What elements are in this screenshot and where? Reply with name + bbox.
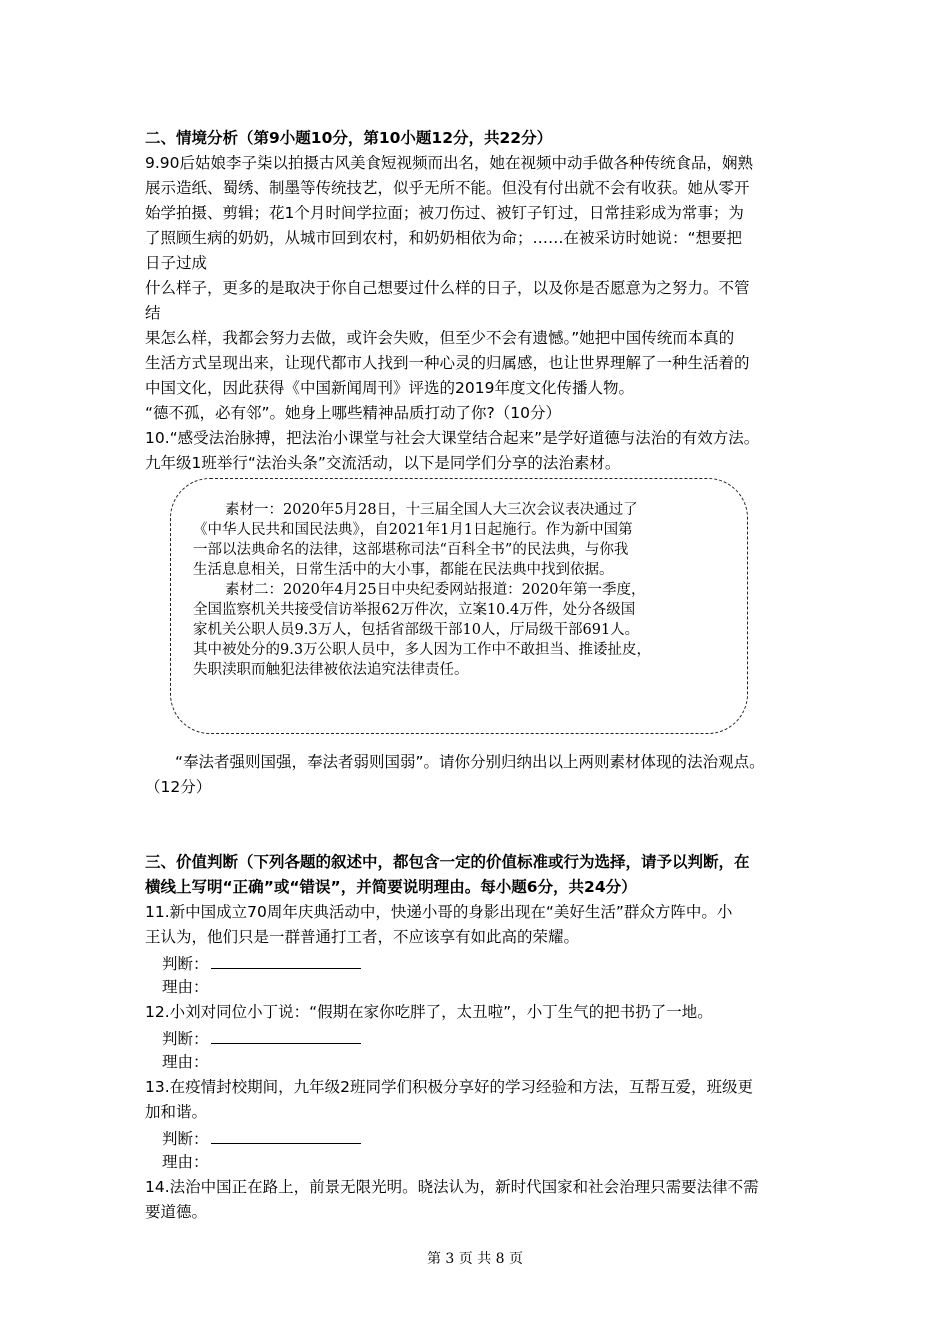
judge-blank[interactable] (211, 1027, 361, 1044)
q13-reason: 理由： (162, 1153, 209, 1171)
section3-heading: 三、价值判断（下列各题的叙述中，都包含一定的价值标准或行为选择，请予以判断，在 (145, 853, 750, 871)
material-line: 素材一：2020年5月28日，十三届全国人大三次会议表决通过了 (225, 502, 638, 518)
q14-line: 要道德。 (145, 1203, 208, 1221)
material-line: 《中华人民共和国民法典》，自2021年1月1日起施行。作为新中国第 (193, 522, 633, 538)
q9-line: 展示造纸、蜀绣、制墨等传统技艺，似乎无所不能。但没有付出就不会有收获。她从零开 (145, 179, 750, 197)
q10-score: （12分） (145, 778, 212, 796)
material-line: 素材二：2020年4月25日中央纪委网站报道：2020年第一季度， (225, 582, 646, 598)
material-line: 失职渎职而触犯法律被依法追究法律责任。 (193, 662, 469, 678)
q12-judge (162, 1027, 361, 1049)
q11-judge (162, 952, 361, 974)
page-footer: 第 3 页 共 8 页 (426, 1251, 524, 1267)
judge-label: 判断： (162, 1030, 209, 1048)
material-line: 一部以法典命名的法律，这部堪称司法“百科全书”的民法典，与你我 (193, 542, 629, 558)
material-line: 全国监察机关共接受信访举报62万件次，立案10.4万件，处分各级国 (193, 602, 636, 618)
q13-judge (162, 1127, 361, 1149)
q11-line: 王认为，他们只是一群普通打工者，不应该享有如此高的荣耀。 (145, 928, 580, 946)
q10-line: 九年级1班举行“法治头条”交流活动，以下是同学们分享的法治素材。 (145, 454, 621, 472)
q12-reason: 理由： (162, 1053, 209, 1071)
q9-prompt: “德不孤，必有邻”。她身上哪些精神品质打动了你?（10分） (145, 404, 562, 422)
q10-prompt: “奉法者强则国强，奉法者弱则国弱”。请你分别归纳出以上两则素材体现的法治观点。 (175, 753, 765, 771)
q13-line: 加和谐。 (145, 1103, 208, 1121)
q12-line: 12.小刘对同位小丁说：“假期在家你吃胖了，太丑啦”，小丁生气的把书扔了一地。 (145, 1003, 713, 1021)
q9-line: 什么样子，更多的是取决于你自己想要过什么样的日子，以及你是否愿意为之努力。不管 (145, 279, 750, 297)
q9-line: 9.90后姑娘李子柒以拍摄古风美食短视频而出名，她在视频中动手做各种传统食品，娴熟 (145, 154, 754, 172)
judge-blank[interactable] (211, 952, 361, 969)
q14-line: 14.法治中国正在路上，前景无限光明。晓法认为，新时代国家和社会治理只需要法律不需 (145, 1178, 759, 1196)
material-line: 生活息息相关，日常生活中的大小事，都能在民法典中找到依据。 (193, 562, 614, 578)
q11-line: 11.新中国成立70周年庆典活动中，快递小哥的身影出现在“美好生活”群众方阵中。小 (145, 903, 733, 921)
q9-line: 果怎么样，我都会努力去做，或许会失败，但至少不会有遗憾。”她把中国传统而本真的 (145, 329, 735, 347)
q9-line: 了照顾生病的奶奶，从城市回到农村，和奶奶相依为命；……在被采访时她说：“想要把 (145, 229, 743, 247)
material-line: 家机关公职人员9.3万人，包括省部级干部10人，厅局级干部691人。 (193, 622, 640, 638)
section3-heading: 横线上写明“正确”或“错误”，并简要说明理由。每小题6分，共24分） (145, 878, 637, 896)
judge-label: 判断： (162, 955, 209, 973)
section2-heading: 二、情境分析（第9小题10分，第10小题12分，共22分） (145, 129, 553, 147)
q13-line: 13.在疫情封校期间，九年级2班同学们积极分享好的学习经验和方法，互帮互爱，班级更 (145, 1078, 754, 1096)
q9-line: 中国文化，因此获得《中国新闻周刊》评选的2019年度文化传播人物。 (145, 379, 634, 397)
q9-line: 日子过成 (145, 254, 208, 272)
q9-line: 始学拍摄、剪辑；花1个月时间学拉面；被刀伤过、被钉子钉过，日常挂彩成为常事；为 (145, 204, 744, 222)
q11-reason: 理由： (162, 978, 209, 996)
q9-line: 结 (145, 304, 161, 322)
judge-label: 判断： (162, 1130, 209, 1148)
judge-blank[interactable] (211, 1127, 361, 1144)
material-line: 其中被处分的9.3万公职人员中，多人因为工作中不敢担当、推诿扯皮， (193, 642, 652, 658)
q10-line: 10.“感受法治脉搏，把法治小课堂与社会大课堂结合起来”是学好道德与法治的有效方法。 (145, 429, 760, 447)
q9-line: 生活方式呈现出来，让现代都市人找到一种心灵的归属感，也让世界理解了一种生活着的 (145, 354, 750, 372)
